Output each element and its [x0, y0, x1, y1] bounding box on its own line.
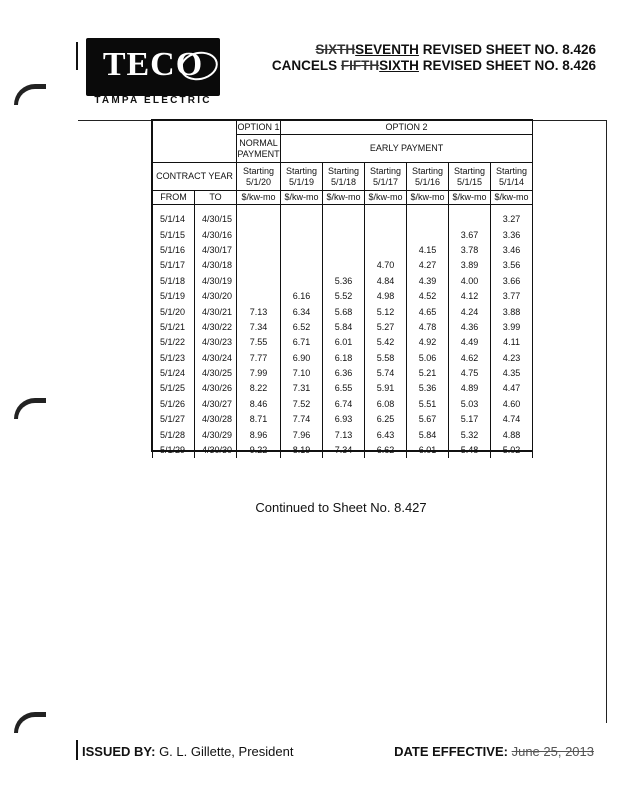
to-date-cell: 4/30/22	[195, 320, 237, 335]
option2-header: OPTION 2	[281, 121, 533, 135]
rate-cell: 3.27	[491, 212, 533, 227]
rate-cell: 6.08	[365, 397, 407, 412]
rate-cell: 7.13	[323, 427, 365, 442]
rates-table-body	[153, 205, 533, 459]
table-row	[153, 243, 533, 258]
binder-hole-mark	[14, 712, 46, 733]
rate-cell	[281, 243, 323, 258]
rate-cell	[365, 243, 407, 258]
rate-cell: 7.34	[237, 320, 281, 335]
starting-col-header: Starting 5/1/18	[323, 163, 365, 191]
option1-header: OPTION 1	[237, 121, 281, 135]
rate-cell: 7.74	[281, 412, 323, 427]
rate-cell: 3.66	[491, 274, 533, 289]
date-effective-label: DATE EFFECTIVE:	[394, 744, 508, 759]
revision-text: REVISED SHEET NO. 8.426	[418, 58, 596, 73]
unit-header: $/kw-mo	[237, 191, 281, 205]
table-row	[153, 320, 533, 335]
rate-cell: 3.56	[491, 258, 533, 273]
rate-cell: 4.49	[449, 335, 491, 350]
rate-cell: 4.98	[365, 289, 407, 304]
table-row	[153, 381, 533, 396]
binder-hole-mark	[14, 398, 46, 419]
rate-cell: 7.99	[237, 366, 281, 381]
from-date-cell: 5/1/26	[153, 397, 195, 412]
spacer-cell	[237, 205, 281, 213]
rate-cell: 5.91	[365, 381, 407, 396]
starting-col-header: Starting 5/1/14	[491, 163, 533, 191]
continued-note: Continued to Sheet No. 8.427	[255, 500, 427, 515]
rate-cell: 7.52	[281, 397, 323, 412]
rate-cell	[323, 243, 365, 258]
rate-cell: 6.25	[365, 412, 407, 427]
rate-cell	[237, 258, 281, 273]
rate-cell	[237, 289, 281, 304]
from-date-cell: 5/1/18	[153, 274, 195, 289]
rate-cell: 3.46	[491, 243, 533, 258]
rate-cell: 3.67	[449, 227, 491, 242]
rate-cell	[237, 274, 281, 289]
cancels-line	[272, 58, 596, 73]
to-date-cell: 4/30/16	[195, 227, 237, 242]
from-date-cell: 5/1/20	[153, 304, 195, 319]
to-date-cell: 4/30/23	[195, 335, 237, 350]
spacer-cell	[195, 205, 237, 213]
rate-cell: 4.39	[407, 274, 449, 289]
rate-cell: 9.22	[237, 443, 281, 458]
rate-cell: 4.74	[491, 412, 533, 427]
to-header: TO	[195, 191, 237, 205]
sheet-revision-line	[315, 42, 596, 57]
teco-logo	[86, 38, 220, 96]
rate-cell: 5.68	[323, 304, 365, 319]
table-row	[153, 258, 533, 273]
rate-cell: 6.71	[281, 335, 323, 350]
rate-cell: 4.11	[491, 335, 533, 350]
to-date-cell: 4/30/17	[195, 243, 237, 258]
issued-by-value: G. L. Gillette, President	[159, 744, 294, 759]
rate-cell	[323, 258, 365, 273]
rate-cell: 8.71	[237, 412, 281, 427]
rate-cell	[323, 227, 365, 242]
inserted-text: SEVENTH	[355, 42, 419, 57]
rate-cell	[237, 227, 281, 242]
contract-year-header: CONTRACT YEAR	[153, 163, 237, 191]
table-row	[153, 366, 533, 381]
normal-payment-header: NORMAL PAYMENT	[237, 135, 281, 163]
rate-cell	[407, 212, 449, 227]
to-date-cell: 4/30/26	[195, 381, 237, 396]
to-date-cell: 4/30/20	[195, 289, 237, 304]
unit-header: $/kw-mo	[281, 191, 323, 205]
starting-col-header: Starting 5/1/15	[449, 163, 491, 191]
spacer-cell	[491, 205, 533, 213]
rate-cell: 8.22	[237, 381, 281, 396]
rate-cell: 5.32	[449, 427, 491, 442]
revision-text: REVISED SHEET NO. 8.426	[418, 42, 596, 57]
to-date-cell: 4/30/15	[195, 212, 237, 227]
struck-text: FIFTH	[340, 58, 380, 73]
table-row	[153, 397, 533, 412]
rate-cell: 4.92	[407, 335, 449, 350]
spacer-cell	[281, 205, 323, 213]
table-row	[153, 274, 533, 289]
from-date-cell: 5/1/29	[153, 443, 195, 458]
rate-cell: 8.46	[237, 397, 281, 412]
to-date-cell: 4/30/30	[195, 443, 237, 458]
rates-table	[151, 119, 533, 456]
table-row	[153, 351, 533, 366]
rate-cell: 4.15	[407, 243, 449, 258]
rate-cell: 4.88	[491, 427, 533, 442]
rate-cell: 5.48	[449, 443, 491, 458]
issued-by-label: ISSUED BY:	[82, 744, 156, 759]
table-row	[153, 289, 533, 304]
rate-cell: 5.12	[365, 304, 407, 319]
rate-cell: 6.74	[323, 397, 365, 412]
table-row	[153, 212, 533, 227]
rate-cell	[407, 227, 449, 242]
rate-cell: 6.52	[281, 320, 323, 335]
date-effective-value: June 25, 2013	[511, 744, 594, 759]
rate-cell: 7.77	[237, 351, 281, 366]
unit-header: $/kw-mo	[491, 191, 533, 205]
from-header: FROM	[153, 191, 195, 205]
struck-text: SIXTH	[315, 42, 356, 57]
logo-tagline: TAMPA ELECTRIC	[94, 95, 212, 106]
rate-cell: 4.12	[449, 289, 491, 304]
rate-cell: 3.99	[491, 320, 533, 335]
to-date-cell: 4/30/29	[195, 427, 237, 442]
to-date-cell: 4/30/21	[195, 304, 237, 319]
rate-cell	[281, 227, 323, 242]
to-date-cell: 4/30/18	[195, 258, 237, 273]
from-date-cell: 5/1/24	[153, 366, 195, 381]
from-date-cell: 5/1/28	[153, 427, 195, 442]
from-date-cell: 5/1/15	[153, 227, 195, 242]
starting-col-header: Starting 5/1/20	[237, 163, 281, 191]
rate-cell	[281, 274, 323, 289]
rate-cell: 7.13	[237, 304, 281, 319]
rate-cell: 7.34	[323, 443, 365, 458]
rate-cell: 6.01	[407, 443, 449, 458]
unit-header: $/kw-mo	[323, 191, 365, 205]
rate-cell: 8.96	[237, 427, 281, 442]
from-date-cell: 5/1/19	[153, 289, 195, 304]
rate-cell: 5.06	[407, 351, 449, 366]
spacer-cell	[449, 205, 491, 213]
rate-cell: 5.67	[407, 412, 449, 427]
rate-cell: 6.93	[323, 412, 365, 427]
rate-cell: 6.36	[323, 366, 365, 381]
rate-cell: 5.36	[323, 274, 365, 289]
logo-text: TECO	[102, 46, 204, 83]
rate-cell: 5.27	[365, 320, 407, 335]
margin-bar	[76, 740, 78, 760]
rate-cell: 4.78	[407, 320, 449, 335]
from-date-cell: 5/1/14	[153, 212, 195, 227]
rate-cell	[237, 243, 281, 258]
rate-cell: 6.55	[323, 381, 365, 396]
rate-cell	[449, 212, 491, 227]
cancels-prefix: CANCELS	[271, 58, 341, 73]
table-row	[153, 304, 533, 319]
rate-cell: 5.02	[491, 443, 533, 458]
table-spacer-row	[153, 205, 533, 213]
margin-bar	[76, 42, 78, 70]
table-row	[153, 427, 533, 442]
rate-cell: 3.78	[449, 243, 491, 258]
rate-cell: 6.18	[323, 351, 365, 366]
rate-cell	[237, 212, 281, 227]
rate-cell: 5.52	[323, 289, 365, 304]
rate-cell: 4.75	[449, 366, 491, 381]
rate-cell: 4.70	[365, 258, 407, 273]
to-date-cell: 4/30/24	[195, 351, 237, 366]
rate-cell: 4.52	[407, 289, 449, 304]
early-payment-header: EARLY PAYMENT	[281, 135, 533, 163]
rate-cell	[281, 212, 323, 227]
rate-cell: 7.55	[237, 335, 281, 350]
rate-cell: 5.58	[365, 351, 407, 366]
rate-cell: 3.36	[491, 227, 533, 242]
rate-cell: 5.36	[407, 381, 449, 396]
from-date-cell: 5/1/25	[153, 381, 195, 396]
rate-cell: 4.27	[407, 258, 449, 273]
rate-cell: 3.89	[449, 258, 491, 273]
rate-cell	[281, 258, 323, 273]
rate-cell: 4.60	[491, 397, 533, 412]
rate-cell: 5.03	[449, 397, 491, 412]
rate-cell: 8.19	[281, 443, 323, 458]
rate-cell: 5.17	[449, 412, 491, 427]
rate-cell: 7.10	[281, 366, 323, 381]
rate-cell: 5.21	[407, 366, 449, 381]
rate-cell: 5.84	[407, 427, 449, 442]
blank-header-cell	[153, 121, 237, 163]
from-date-cell: 5/1/21	[153, 320, 195, 335]
unit-header: $/kw-mo	[407, 191, 449, 205]
rate-cell: 5.51	[407, 397, 449, 412]
rate-cell: 6.62	[365, 443, 407, 458]
rate-cell	[365, 212, 407, 227]
rate-cell: 4.62	[449, 351, 491, 366]
table-row	[153, 443, 533, 458]
date-effective	[394, 744, 594, 759]
rate-cell: 4.00	[449, 274, 491, 289]
from-date-cell: 5/1/27	[153, 412, 195, 427]
inserted-text: SIXTH	[379, 58, 419, 73]
issued-by	[82, 744, 293, 759]
rate-cell: 4.47	[491, 381, 533, 396]
to-date-cell: 4/30/25	[195, 366, 237, 381]
rate-cell: 7.31	[281, 381, 323, 396]
spacer-cell	[407, 205, 449, 213]
rate-cell: 7.96	[281, 427, 323, 442]
starting-col-header: Starting 5/1/19	[281, 163, 323, 191]
unit-header: $/kw-mo	[365, 191, 407, 205]
from-date-cell: 5/1/23	[153, 351, 195, 366]
rate-cell: 4.36	[449, 320, 491, 335]
table-row	[153, 335, 533, 350]
unit-header: $/kw-mo	[449, 191, 491, 205]
spacer-cell	[365, 205, 407, 213]
from-date-cell: 5/1/16	[153, 243, 195, 258]
rate-cell: 6.01	[323, 335, 365, 350]
rate-cell: 5.74	[365, 366, 407, 381]
spacer-cell	[323, 205, 365, 213]
rate-cell: 4.89	[449, 381, 491, 396]
rate-cell: 5.84	[323, 320, 365, 335]
table-row	[153, 412, 533, 427]
to-date-cell: 4/30/19	[195, 274, 237, 289]
from-date-cell: 5/1/17	[153, 258, 195, 273]
rate-cell: 4.24	[449, 304, 491, 319]
rate-cell: 6.90	[281, 351, 323, 366]
rate-cell: 6.34	[281, 304, 323, 319]
rate-cell: 6.16	[281, 289, 323, 304]
rate-cell: 5.42	[365, 335, 407, 350]
from-date-cell: 5/1/22	[153, 335, 195, 350]
rate-cell: 3.77	[491, 289, 533, 304]
rate-cell	[323, 212, 365, 227]
table-row	[153, 227, 533, 242]
starting-col-header: Starting 5/1/16	[407, 163, 449, 191]
to-date-cell: 4/30/27	[195, 397, 237, 412]
spacer-cell	[153, 205, 195, 213]
rate-cell: 4.65	[407, 304, 449, 319]
rate-cell: 3.88	[491, 304, 533, 319]
rate-cell: 4.23	[491, 351, 533, 366]
binder-hole-mark	[14, 84, 46, 105]
rate-cell: 4.35	[491, 366, 533, 381]
rate-cell: 6.43	[365, 427, 407, 442]
rate-cell	[365, 227, 407, 242]
to-date-cell: 4/30/28	[195, 412, 237, 427]
starting-col-header: Starting 5/1/17	[365, 163, 407, 191]
rate-cell: 4.84	[365, 274, 407, 289]
